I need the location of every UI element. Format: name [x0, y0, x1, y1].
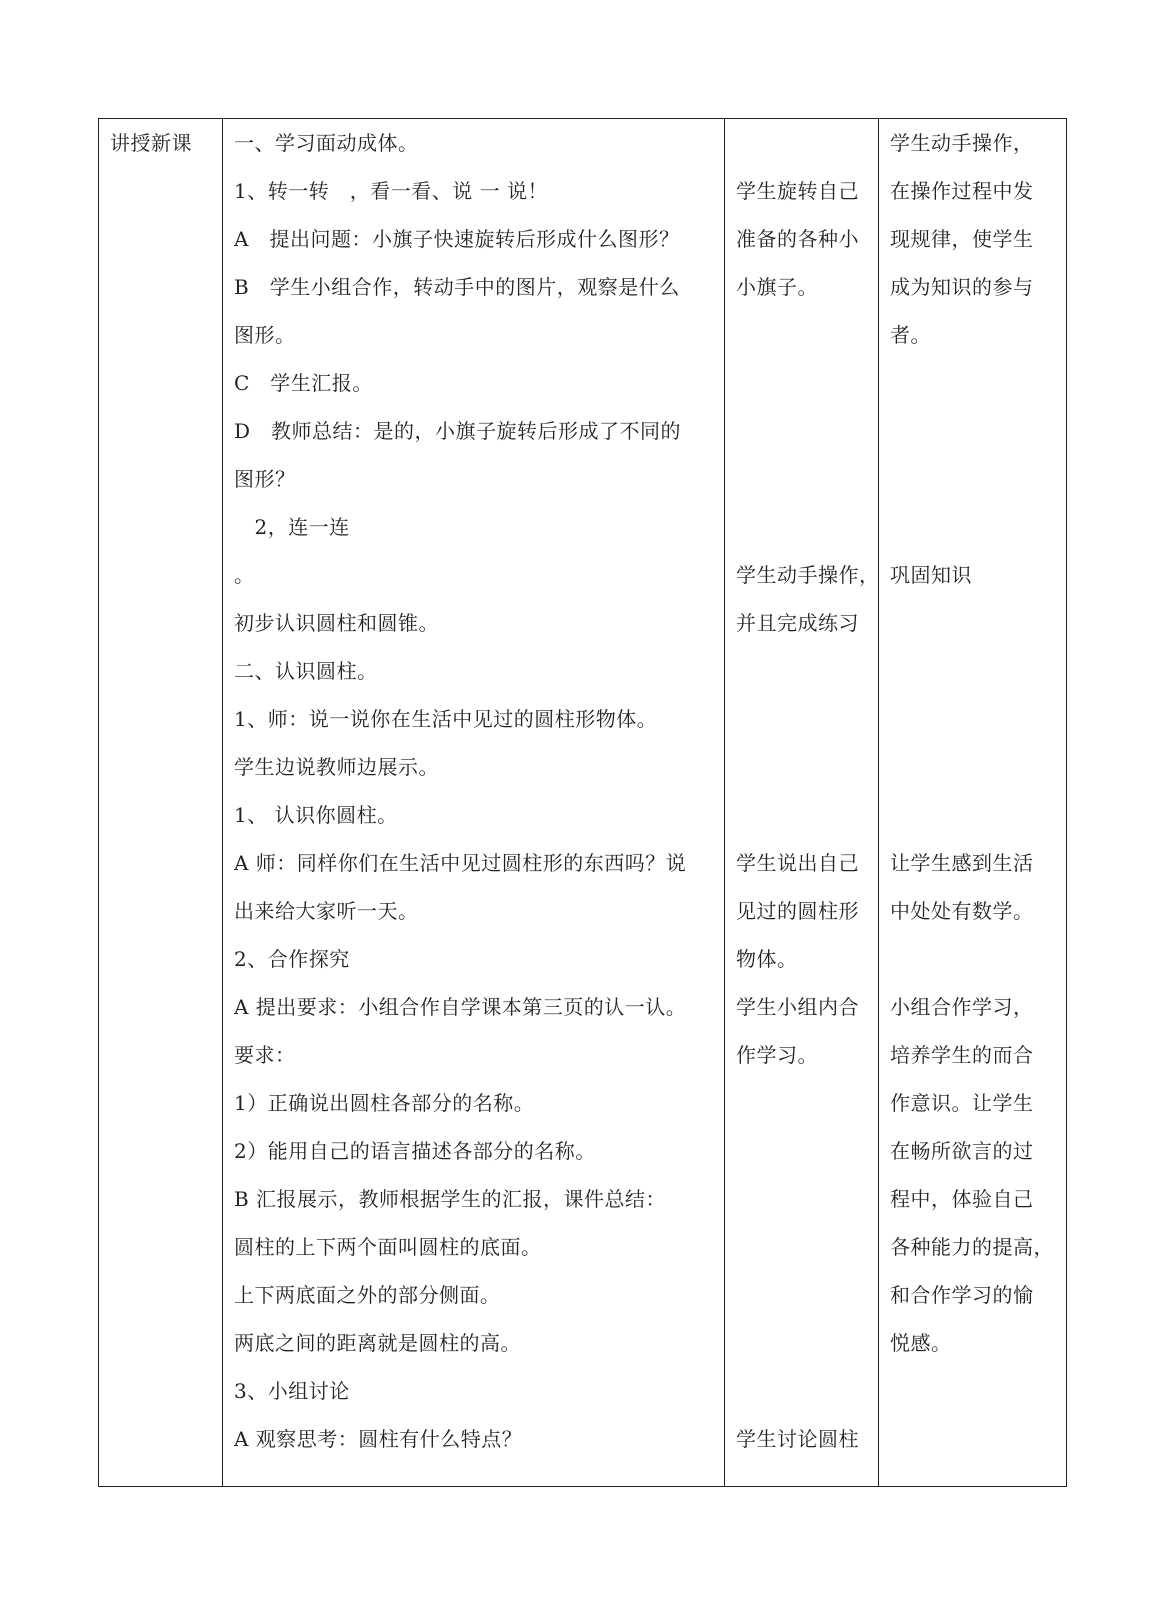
teacher-line: 两底之间的距离就是圆柱的高。 [234, 1331, 521, 1355]
teacher-line: 2，连一连 [234, 515, 350, 539]
intent-line: 中处处有数学。 [890, 899, 1034, 923]
teacher-line: A 师：同样你们在生活中见过圆柱形的东西吗？说 [234, 851, 687, 875]
teacher-line: A 提出问题：小旗子快速旋转后形成什么图形？ [234, 227, 680, 251]
intent-line: 学生动手操作， [890, 131, 1034, 155]
intent-line: 作意识。让学生 [890, 1091, 1034, 1115]
teacher-line: 上下两底面之外的部分侧面。 [234, 1283, 501, 1307]
teacher-line: B 学生小组合作，转动手中的图片，观察是什么 [234, 275, 680, 299]
lesson-plan-table [98, 118, 1067, 1487]
section-label: 讲授新课 [110, 131, 192, 155]
student-activity-cell [725, 119, 878, 1486]
intent-line: 培养学生的而合 [890, 1043, 1034, 1067]
teacher-line: 1、转一转 ，看一看、说 一 说！ [234, 179, 548, 203]
section-label-cell [99, 119, 222, 1486]
teacher-line: 圆柱的上下两个面叫圆柱的底面。 [234, 1235, 542, 1259]
intent-line: 者。 [890, 323, 931, 347]
teacher-line: B 汇报展示，教师根据学生的汇报，课件总结： [234, 1187, 667, 1211]
teacher-line: 2、合作探究 [234, 947, 350, 971]
intent-line: 让学生感到生活 [890, 851, 1034, 875]
teacher-activity-cell [223, 119, 724, 1486]
student-line: 学生说出自己 [736, 851, 859, 875]
student-line: 学生旋转自己 [736, 179, 859, 203]
teacher-line: 出来给大家听一天。 [234, 899, 419, 923]
teacher-line: 1、 认识你圆柱。 [234, 803, 398, 827]
teacher-line: 3、小组讨论 [234, 1379, 350, 1403]
teacher-line: 初步认识圆柱和圆锥。 [234, 611, 439, 635]
teacher-line: 1）正确说出圆柱各部分的名称。 [234, 1091, 535, 1115]
student-line: 作学习。 [736, 1043, 818, 1067]
teacher-line: 二、认识圆柱。 [234, 659, 378, 683]
student-line: 物体。 [736, 947, 798, 971]
teacher-line: 图形？ [234, 467, 296, 491]
teacher-line: 2）能用自己的语言描述各部分的名称。 [234, 1139, 596, 1163]
teacher-line: 一、学习面动成体。 [234, 131, 419, 155]
teacher-line: C 学生汇报。 [234, 371, 373, 395]
intent-line: 各种能力的提高， [890, 1235, 1054, 1259]
teacher-line: A 提出要求：小组合作自学课本第三页的认一认。 [234, 995, 687, 1019]
intent-line: 成为知识的参与 [890, 275, 1034, 299]
intent-line: 在操作过程中发 [890, 179, 1034, 203]
teacher-line: 要求： [234, 1043, 296, 1067]
student-line: 小旗子。 [736, 275, 818, 299]
student-line: 并且完成练习 [736, 611, 859, 635]
intent-line: 小组合作学习， [890, 995, 1034, 1019]
intent-line: 巩固知识 [890, 563, 972, 587]
teacher-line: D 教师总结：是的，小旗子旋转后形成了不同的 [234, 419, 682, 443]
teacher-line: 。 [234, 563, 255, 587]
student-line: 学生动手操作， [736, 563, 880, 587]
intent-line: 和合作学习的愉 [890, 1283, 1034, 1307]
teacher-line: A 观察思考：圆柱有什么特点？ [234, 1427, 523, 1451]
student-line: 准备的各种小 [736, 227, 859, 251]
intent-line: 现规律，使学生 [890, 227, 1034, 251]
intent-line: 悦感。 [890, 1331, 952, 1355]
teacher-line: 图形。 [234, 323, 296, 347]
teacher-line: 1、师：说一说你在生活中见过的圆柱形物体。 [234, 707, 658, 731]
student-line: 学生小组内合 [736, 995, 859, 1019]
design-intent-cell [879, 119, 1065, 1486]
intent-line: 程中，体验自己 [890, 1187, 1034, 1211]
student-line: 见过的圆柱形 [736, 899, 859, 923]
intent-line: 在畅所欲言的过 [890, 1139, 1034, 1163]
teacher-line: 学生边说教师边展示。 [234, 755, 439, 779]
student-line: 学生讨论圆柱 [736, 1427, 859, 1451]
